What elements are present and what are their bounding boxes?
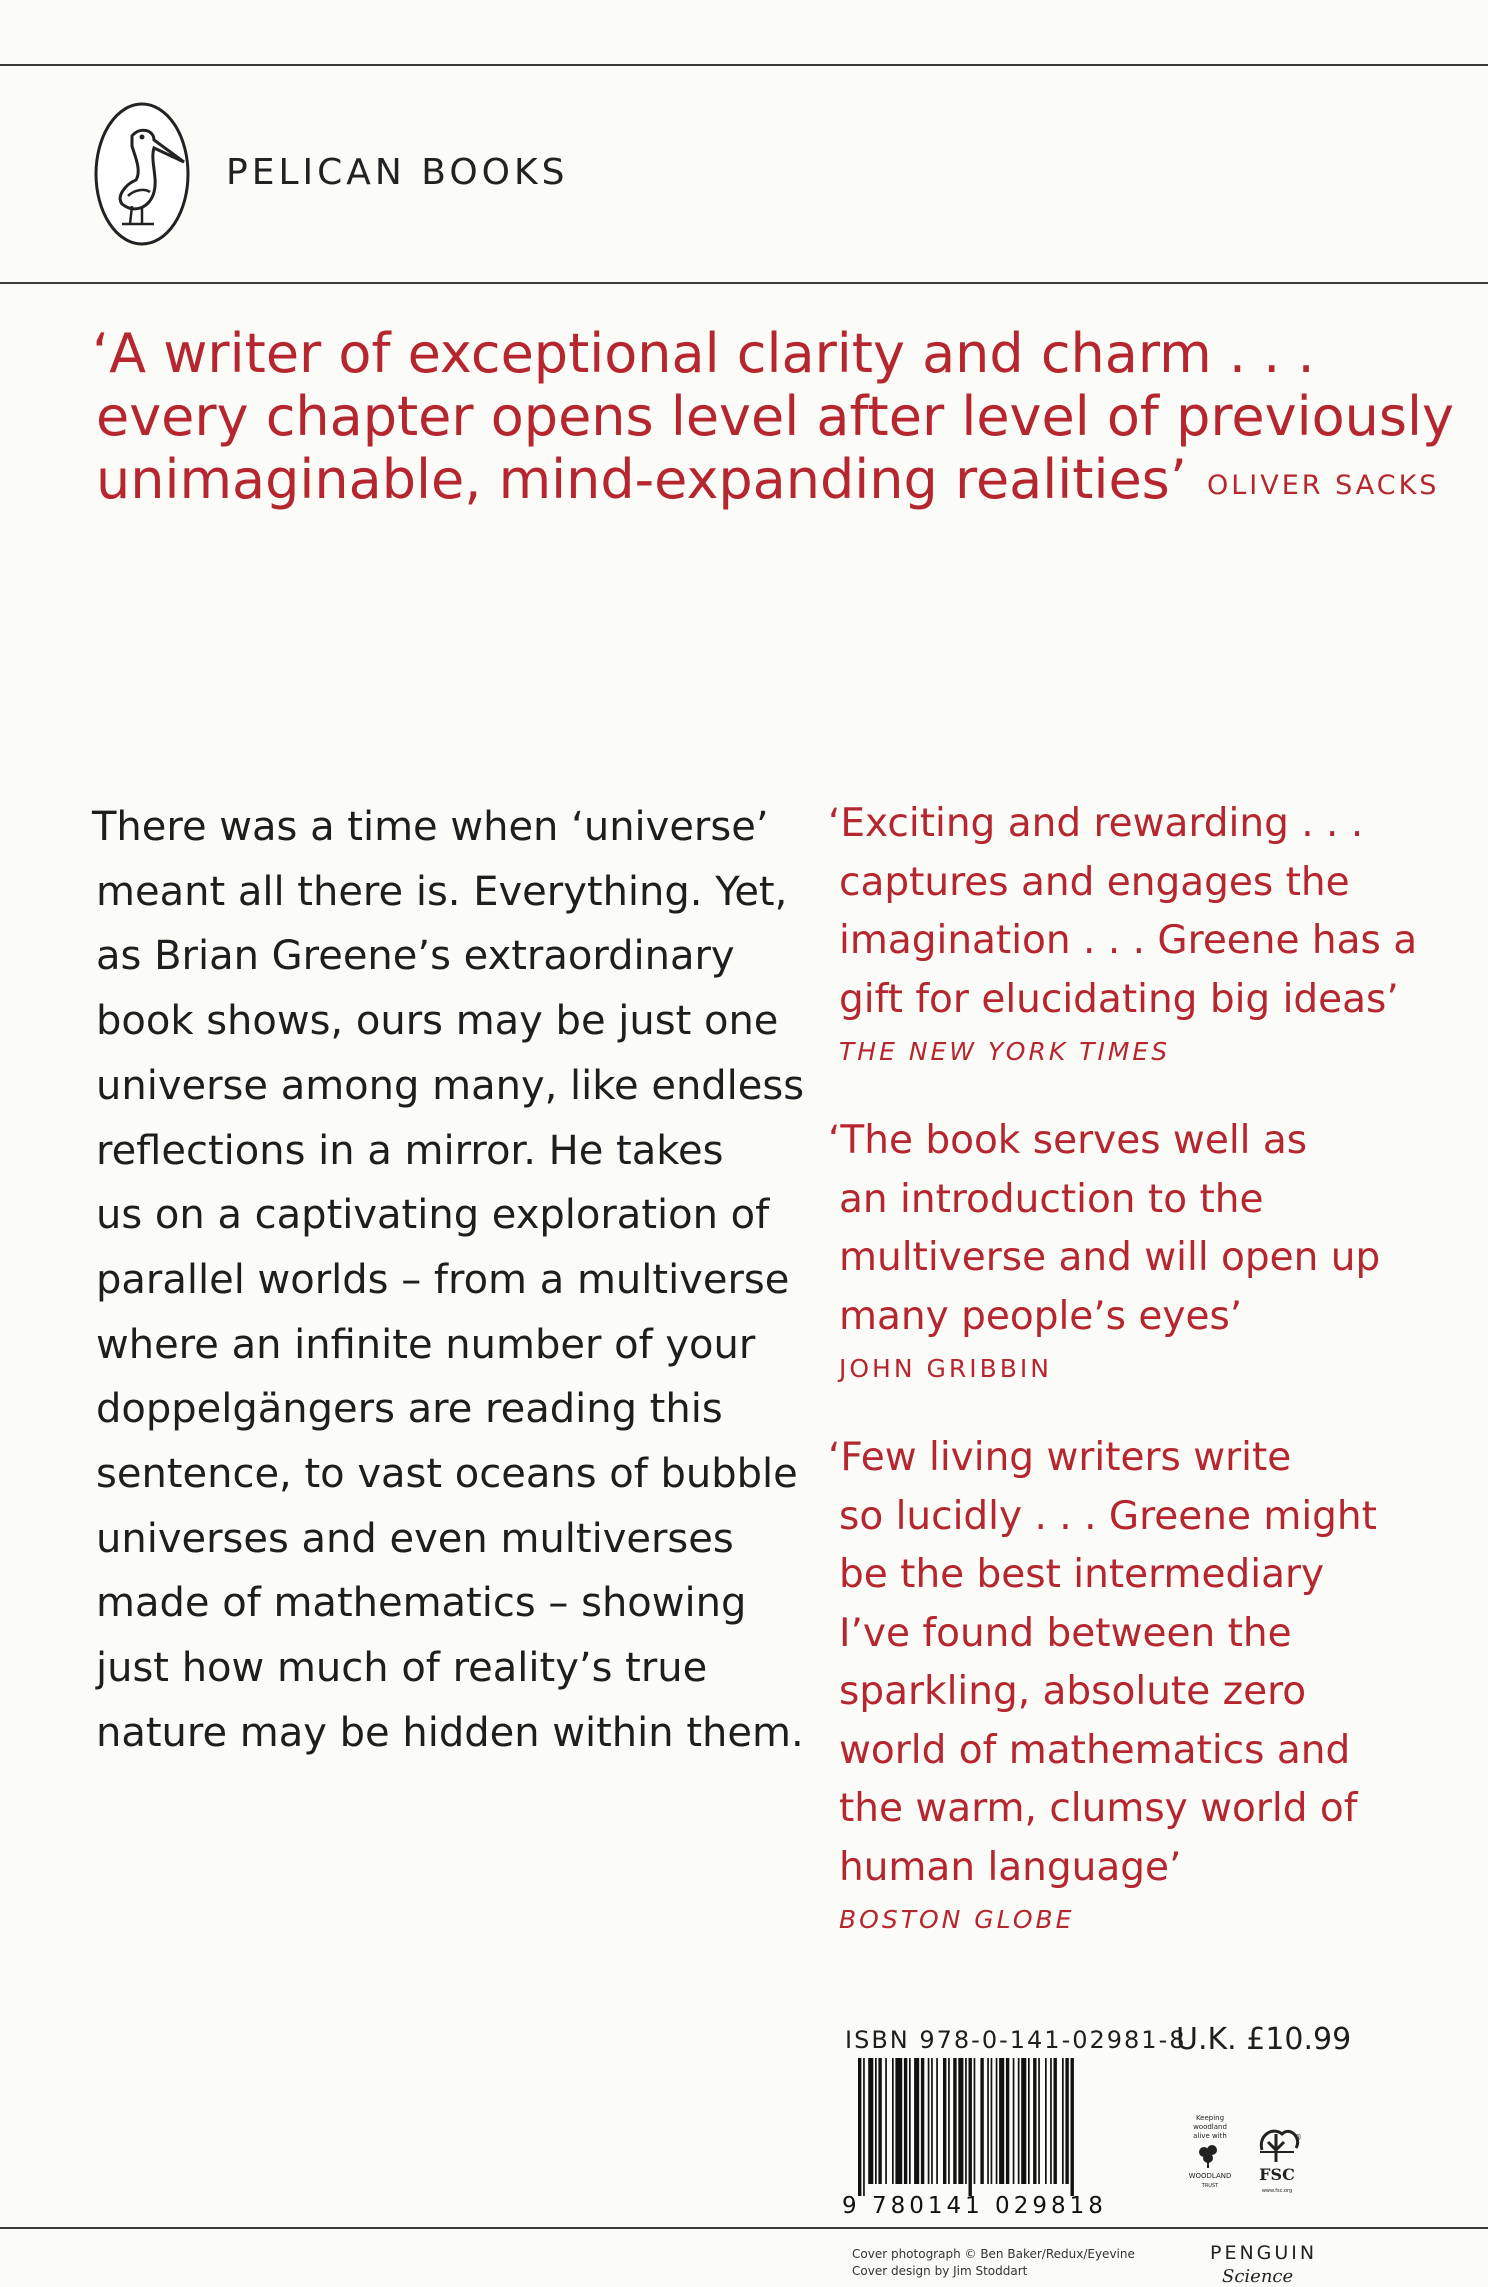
headline-line: unimaginable, mind-expanding realities’ — [96, 448, 1187, 511]
tree-icon — [1199, 2145, 1217, 2168]
quote-line: ‘The book serves well as — [828, 1118, 1308, 1163]
barcode-bar — [921, 2058, 924, 2184]
quote-line: sparkling, absolute zero — [839, 1669, 1307, 1714]
barcode-bar — [1062, 2058, 1064, 2184]
quote-line: captures and engages the — [839, 859, 1350, 905]
barcode-bar — [991, 2058, 993, 2184]
quote-line: the warm, clumsy world of — [839, 1786, 1358, 1831]
barcode-bar — [996, 2058, 998, 2184]
barcode-bar — [948, 2058, 950, 2184]
fsc-label: FSC — [1259, 2165, 1295, 2184]
quote-line: ‘Few living writers write — [828, 1435, 1292, 1480]
barcode-bar — [909, 2058, 911, 2184]
barcode-bar — [914, 2058, 919, 2184]
barcode-bar — [863, 2058, 865, 2196]
woodland-text: alive with — [1193, 2132, 1227, 2140]
barcode-bar — [953, 2058, 956, 2184]
blurb-line: where an infinite number of your — [96, 1321, 756, 1368]
bottom-rule — [0, 2227, 1488, 2229]
pelican-icon — [92, 100, 192, 248]
barcode-bar — [999, 2058, 1004, 2184]
svg-text:®: ® — [1294, 2133, 1302, 2142]
barcode-bar — [904, 2058, 907, 2184]
barcode-bar — [1045, 2058, 1047, 2184]
price-label: U.K. £10.99 — [1176, 2022, 1352, 2057]
quote-line: many people’s eyes’ — [839, 1293, 1243, 1339]
fsc-url: www.fsc.org — [1261, 2188, 1293, 2194]
barcode-bar — [980, 2058, 983, 2184]
barcode-bar — [928, 2058, 930, 2184]
woodland-text: Keeping — [1195, 2114, 1225, 2122]
barcode-bar — [892, 2058, 894, 2184]
blurb-line: made of mathematics – showing — [96, 1580, 747, 1627]
barcode-bar — [931, 2058, 933, 2184]
cover-credit-line: Cover design by Jim Stoddart — [852, 2264, 1028, 2278]
headline-attribution: OLIVER SACKS — [1206, 470, 1440, 501]
barcode — [842, 2058, 1137, 2218]
headline-quote — [92, 322, 1454, 517]
barcode-bar — [1065, 2058, 1068, 2184]
blurb-line: as Brian Greene’s extraordinary — [96, 933, 735, 980]
barcode-bar — [1013, 2058, 1015, 2184]
blurb-line: meant all there is. Everything. Yet, — [96, 868, 788, 915]
barcode-bar — [1018, 2058, 1020, 2184]
blurb-line: nature may be hidden within them. — [96, 1709, 804, 1756]
blurb-line: universes and even multiverses — [96, 1515, 734, 1562]
barcode-bar — [1028, 2058, 1030, 2184]
barcode-bar — [1006, 2058, 1009, 2184]
woodland-text: TRUST — [1201, 2183, 1219, 2189]
blurb-line: doppelgängers are reading this — [96, 1386, 723, 1433]
barcode-bar — [1050, 2058, 1052, 2184]
woodland-text: WOODLAND — [1188, 2172, 1232, 2180]
blurb-line: universe among many, like endless — [96, 1062, 805, 1109]
fsc-tree-icon — [1260, 2131, 1302, 2162]
barcode-bar — [1054, 2058, 1057, 2184]
barcode-bar — [858, 2058, 861, 2196]
barcode-bar — [987, 2058, 989, 2184]
blurb-text — [92, 795, 812, 1766]
quote-line: ‘Exciting and rewarding . . . — [828, 801, 1364, 846]
barcode-digits: 9 780141 029818 — [842, 2193, 1107, 2218]
quote-line: be the best intermediary — [839, 1552, 1325, 1597]
review-quote — [828, 795, 1428, 1075]
barcode-bar — [974, 2058, 976, 2184]
quote-line: I’ve found between the — [839, 1610, 1292, 1656]
barcode-bar — [895, 2058, 902, 2184]
quote-line: world of mathematics and — [839, 1727, 1351, 1773]
barcode-bar — [969, 2058, 972, 2196]
quote-line: so lucidly . . . Greene might — [839, 1493, 1377, 1539]
barcode-bar — [868, 2058, 873, 2184]
barcode-bar — [1033, 2058, 1036, 2184]
barcode-bar — [965, 2058, 967, 2184]
quote-source: BOSTON GLOBE — [839, 1905, 1075, 1934]
blurb-line: parallel worlds – from a multiverse — [96, 1256, 790, 1303]
barcode-bar — [1021, 2058, 1026, 2184]
header-rule — [0, 282, 1488, 284]
review-quote — [828, 1112, 1428, 1392]
cover-credit-line: Cover photograph © Ben Baker/Redux/Eyevine — [852, 2247, 1135, 2261]
quote-source: JOHN GRIBBIN — [839, 1354, 1052, 1383]
brand-name: PELICAN BOOKS — [226, 152, 569, 193]
barcode-bar — [875, 2058, 877, 2184]
barcode-bar — [1071, 2058, 1074, 2196]
blurb-line: just how much of reality’s true — [96, 1645, 708, 1692]
barcode-bar — [885, 2058, 887, 2184]
isbn-number: ISBN 978-0-141-02981-8 — [845, 2026, 1187, 2054]
quote-line: human language’ — [839, 1844, 1182, 1890]
blurb-line: book shows, ours may be just one — [96, 998, 779, 1045]
blurb-line: There was a time when ‘universe’ — [92, 804, 769, 850]
woodland-text: woodland — [1193, 2123, 1227, 2131]
barcode-bar — [958, 2058, 963, 2184]
fsc-logo — [1180, 2112, 1320, 2222]
blurb-line: reflections in a mirror. He takes — [96, 1127, 724, 1174]
cover-credit — [852, 2246, 1135, 2280]
quote-line: multiverse and will open up — [839, 1235, 1381, 1280]
imprint-label: PENGUIN — [1210, 2242, 1318, 2264]
headline-line: ‘A writer of exceptional clarity and charm . . . — [92, 322, 1315, 385]
quote-line: imagination . . . Greene has a — [839, 918, 1418, 963]
imprint-subtitle: Science — [1222, 2266, 1294, 2287]
review-quote — [828, 1429, 1428, 1943]
barcode-bar — [936, 2058, 938, 2184]
blurb-line: sentence, to vast oceans of bubble — [96, 1451, 798, 1498]
quote-line: an introduction to the — [839, 1176, 1264, 1222]
top-rule — [0, 64, 1488, 66]
headline-line: every chapter opens level after level of previously — [96, 385, 1454, 448]
barcode-bar — [943, 2058, 946, 2184]
barcode-bar — [1038, 2058, 1040, 2184]
blurb-line: us on a captivating exploration of — [96, 1192, 770, 1239]
quote-line: gift for elucidating big ideas’ — [839, 976, 1399, 1022]
barcode-bar — [878, 2058, 881, 2184]
quote-source: THE NEW YORK TIMES — [839, 1037, 1171, 1066]
